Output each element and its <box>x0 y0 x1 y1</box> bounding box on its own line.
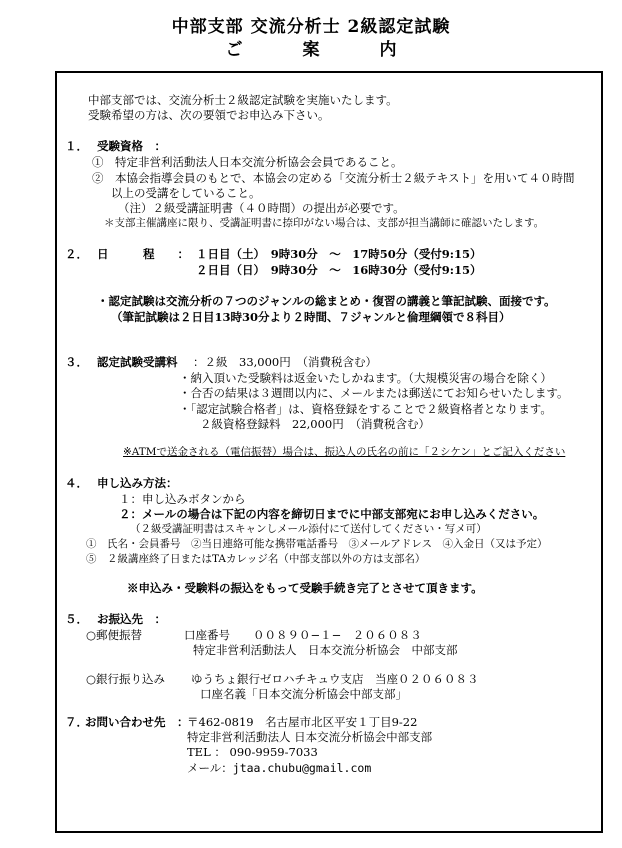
application-note: （２級受講証明書はスキャンしメール添付にて送付してください・写メ可） <box>130 523 487 535</box>
atm-notice: ※ATMで送金される（電信振替）場合は、振込人の氏名の前に「２シケン」とご記入ください <box>123 446 566 458</box>
bank-transfer-label: ○銀行振り込み <box>86 672 166 686</box>
contact-address: 〒462-0819 名古屋市北区平安１丁目9-22 <box>187 715 418 729</box>
section-heading-eligibility: 受験資格 ： <box>97 139 166 153</box>
section-heading-schedule: 日 程 ： <box>97 247 189 261</box>
application-fields: ⑤ ２級講座終了日またはTAカレッジ名（中部支部以外の方は支部名） <box>86 553 426 565</box>
section-heading-contact: お問い合わせ先 ： <box>85 715 189 729</box>
application-method: ２：メールの場合は下記の内容を締切日までに中部支部宛にお申し込みください。 <box>119 507 545 521</box>
subtitle-char: 内 <box>379 40 397 60</box>
fee-note: ・納入頂いた受験料は返金いたしかねます。（大規模災害の場合を除く） <box>179 371 552 385</box>
subtitle-char: 案 <box>302 40 320 60</box>
section-number: ３． <box>65 355 88 369</box>
eligibility-item: ① 特定非営利活動法人日本交流分析協会会員であること。 <box>92 155 403 169</box>
contact-phone: TEL ： 090-9959-7033 <box>187 745 318 759</box>
fee-note: ・合否の結果は３週間以内に、メールまたは郵送にてお知らせいたします。 <box>179 386 569 400</box>
eligibility-note: （注）２級受講証明書（４０時間）の提出が必要です。 <box>118 201 405 215</box>
section-heading-application: 申し込み方法： <box>97 476 178 490</box>
bank-account-name: 口座名義「日本交流分析協会中部支部」 <box>200 687 407 701</box>
section-number: １． <box>65 139 88 153</box>
fee-note: ・「認定試験合格者」は、資格登録をすることで２級資格者となります。 <box>179 402 552 416</box>
intro-line: 受験希望の方は、次の要領でお申込み下さい。 <box>88 108 330 122</box>
document-subtitle <box>0 40 622 60</box>
postal-account-name: 特定非営利活動法人 日本交流分析協会 中部支部 <box>193 643 458 657</box>
intro-line: 中部支部では、交流分析士２級認定試験を実施いたします。 <box>88 93 398 107</box>
eligibility-item-cont: 以上の受講をしていること。 <box>111 186 261 200</box>
section-number: ７． <box>65 715 88 729</box>
contact-organization: 特定非営利活動法人 日本交流分析協会中部支部 <box>187 730 433 744</box>
section-number: ５． <box>65 612 88 626</box>
section-number: ４． <box>65 476 88 490</box>
section-heading-fee: 認定試験受講料 <box>97 355 178 369</box>
section-number: ２． <box>65 247 88 261</box>
application-complete-notice: ※申込み・受験料の振込をもって受験手続き完了とさせて頂きます。 <box>127 581 483 595</box>
postal-transfer-label: ○郵便振替 <box>86 628 143 642</box>
section-heading-payment: お振込先 ： <box>97 612 166 626</box>
eligibility-note: ＊支部主催講座に限り、受講証明書に捺印がない場合は、支部が担当講師に確認いたします。 <box>104 217 545 229</box>
document-title: 中部支部 交流分析士 2級認定試験 <box>171 17 451 37</box>
bank-account-number: ゆうちょ銀行ゼロハチキュウ支店 当座０２０６０８３ <box>191 672 479 686</box>
schedule-day: ２日目（日） 9時30分 ～ 16時30分（受付9:15） <box>196 263 482 277</box>
contact-email[interactable]: メール：jtaa.chubu@gmail.com <box>187 761 372 775</box>
subtitle-char: ご <box>225 40 243 60</box>
application-method: １：申し込みボタンから <box>119 492 246 506</box>
application-fields: ① 氏名・会員番号 ②当日連絡可能な携帯電話番号 ③メールアドレス ④入金日（又は予定） <box>86 538 548 550</box>
schedule-description: ・認定試験は交流分析の７つのジャンルの総まとめ・復習の講義と筆記試験、面接です。 <box>97 294 556 308</box>
fee-amount: ：２級 33,000円 （消費税含む） <box>193 355 377 369</box>
registration-fee: ２級資格登録料 22,000円 （消費税含む） <box>200 417 430 431</box>
schedule-day: １日目（土） 9時30分 ～ 17時50分（受付9:15） <box>196 247 482 261</box>
schedule-description: （筆記試験は２日目13時30分より２時間、７ジャンルと倫理綱領で８科目） <box>111 310 511 324</box>
postal-account-number: 口座番号 ００８９０−１− ２０６０８３ <box>184 628 422 642</box>
eligibility-item: ② 本協会指導会員のもとで、本協会の定める「交流分析士２級テキスト」を用いて４０時間 <box>92 171 575 185</box>
